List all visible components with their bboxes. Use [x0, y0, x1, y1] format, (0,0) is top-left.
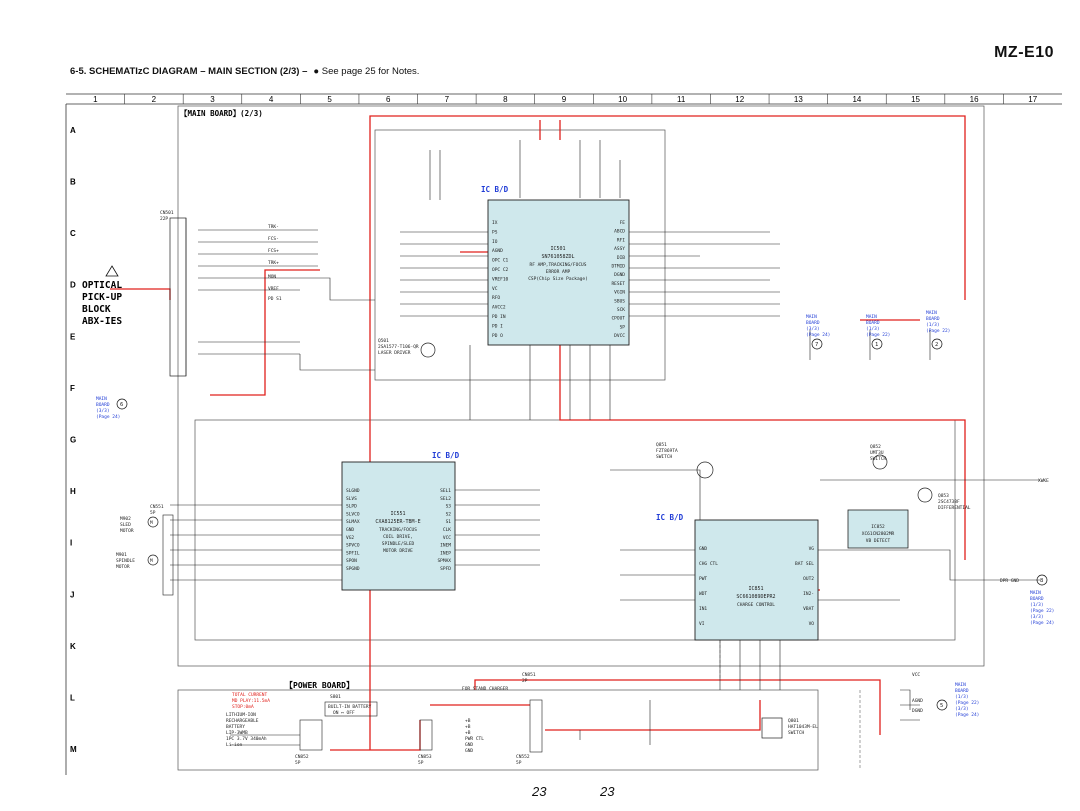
column-label-12: 12	[735, 95, 745, 104]
svg-text:(Page 22): (Page 22)	[955, 701, 980, 706]
page-ref-1[interactable]	[866, 314, 890, 349]
cn501-pins: 22P	[160, 217, 169, 222]
ic851-desc: CHARGE CONTROL	[737, 603, 775, 608]
ic851-right-pin-3: IN2-	[803, 592, 814, 597]
svg-text:MAIN: MAIN	[806, 315, 817, 320]
row-label-B: B	[70, 177, 76, 187]
row-label-K: K	[70, 641, 76, 651]
column-label-5: 5	[327, 95, 332, 104]
column-label-4: 4	[268, 95, 274, 104]
ic501-right-pin-11: CPOUT	[611, 316, 625, 322]
column-label-2: 2	[151, 95, 157, 104]
net-label-agnd: AGND	[912, 699, 923, 704]
ic851-left-pin-4: IN1	[699, 607, 708, 612]
ic551-ref: IC551	[390, 511, 406, 517]
diagram-title: 6-5. SCHEMATIzC DIAGRAM – MAIN SECTION (2/3) –	[70, 66, 308, 77]
svg-text:(1/3): (1/3)	[926, 323, 940, 328]
svg-text:(3/3): (3/3)	[1030, 615, 1044, 620]
ic501-left-pin-12: PD O	[492, 333, 503, 339]
cn552-label: CN552	[516, 755, 530, 760]
svg-text:MAIN: MAIN	[1030, 591, 1041, 596]
svg-text:Q853: Q853	[938, 494, 949, 499]
ic501-right-pin-13: DVCC	[614, 334, 625, 340]
svg-text:DIFFERENTIAL: DIFFERENTIAL	[938, 506, 971, 511]
ic551-right-pin-0: SEL1	[440, 489, 451, 494]
ic551-block-label: IC B/D	[432, 451, 460, 460]
ic551-left-pin-0: SLGND	[346, 489, 360, 494]
ic501-left-pin-4: OPC C1	[492, 258, 509, 264]
ic501-right-pin-7: RESET	[611, 281, 625, 287]
optical-line-4: ABX-IES	[82, 316, 123, 327]
svg-text:TOTAL CURRENT: TOTAL CURRENT	[232, 693, 268, 698]
row-label-A: A	[70, 125, 76, 135]
row-label-C: C	[70, 229, 76, 239]
row-label-J: J	[70, 590, 75, 600]
ic851-right-pin-2: OUT2	[803, 577, 814, 582]
cn852-connector	[300, 720, 322, 750]
net-label-xwke: XWKE	[1038, 479, 1049, 484]
main-board-outline	[178, 106, 984, 666]
ic551-desc-4: MOTOR DRIVE	[383, 549, 413, 554]
ic501-right-pin-4: DIB	[616, 255, 625, 261]
ic551-desc-3: SPINDLE/SLED	[381, 542, 415, 547]
ic551-left-pin-7: SPVCO	[346, 543, 360, 549]
ic852-desc: VB DETECT	[865, 539, 891, 544]
svg-text:M902: M902	[120, 517, 131, 522]
svg-text:MAIN: MAIN	[955, 683, 966, 688]
column-label-14: 14	[852, 95, 862, 104]
ic551-right-pin-6: VCC	[442, 535, 451, 541]
power-board-label: 【POWER BOARD】	[285, 681, 354, 690]
page-ref-6[interactable]	[96, 396, 127, 420]
svg-text:(Page 22): (Page 22)	[1030, 609, 1055, 614]
ic551-right-pin-5: CLK	[442, 528, 451, 533]
column-label-8: 8	[503, 95, 508, 104]
page-ref-7[interactable]	[806, 314, 830, 349]
svg-text:(Page 24): (Page 24)	[806, 333, 831, 338]
ic551-left-pin-4: SLMAX	[346, 520, 360, 526]
ic851-part: SC661089DEPR2	[736, 594, 776, 600]
svg-text:SWITCH: SWITCH	[656, 455, 673, 460]
svg-text:RECHARGEABLE: RECHARGEABLE	[226, 719, 259, 724]
ref-number-2: 2	[935, 342, 939, 348]
svg-text:+B: +B	[465, 731, 471, 736]
ic501-right-pin-9: SBUS	[614, 299, 625, 305]
row-label-L: L	[70, 693, 75, 703]
svg-text:LASER DRIVER: LASER DRIVER	[378, 351, 411, 356]
cn851-label: CN851	[522, 673, 536, 678]
column-label-3: 3	[210, 95, 215, 104]
ic551	[342, 462, 455, 590]
cn551-label: CN551	[150, 505, 164, 510]
main-board-label: 【MAIN BOARD】(2/3)	[180, 109, 263, 118]
svg-text:2P: 2P	[522, 679, 528, 684]
svg-text:2SC4738F: 2SC4738F	[938, 500, 960, 505]
column-label-9: 9	[561, 95, 567, 104]
svg-text:BOARD: BOARD	[806, 321, 820, 326]
signal-label-3: TRK+	[268, 261, 279, 266]
column-label-11: 11	[677, 95, 686, 104]
svg-text:PWR CTL: PWR CTL	[465, 737, 484, 742]
column-label-16: 16	[969, 95, 979, 104]
power-board-contents	[226, 672, 542, 766]
ic501-left-pin-3: AGND	[492, 249, 503, 255]
svg-text:HAT1043M-EL: HAT1043M-EL	[788, 725, 818, 730]
svg-text:MOTOR: MOTOR	[120, 529, 134, 534]
column-label-1: 1	[93, 95, 98, 104]
signal-label-1: FCS-	[268, 237, 279, 242]
ic551-right-pin-3: S2	[445, 512, 451, 518]
ic501-ref: IC501	[550, 246, 566, 252]
ic851-left-pin-0: GND	[699, 547, 708, 552]
svg-text:(Page 22): (Page 22)	[926, 329, 951, 334]
ic501-desc-1: RF AMP,TRACKING/FOCUS	[529, 263, 587, 268]
page-ref-5[interactable]	[937, 682, 979, 718]
svg-text:BOARD: BOARD	[1030, 597, 1044, 602]
svg-text:+B: +B	[465, 725, 471, 730]
column-label-10: 10	[618, 95, 628, 104]
ic501-left-pin-11: PD I	[492, 324, 503, 330]
optical-line-1: OPTICAL	[82, 280, 123, 291]
ic501-right-pin-8: VGIN	[614, 290, 625, 296]
svg-text:(1/3): (1/3)	[955, 695, 969, 700]
ref-number-5: 5	[940, 703, 944, 709]
ic501-left-pin-5: OPC C2	[492, 268, 509, 273]
svg-text:(3/3): (3/3)	[955, 707, 969, 712]
ic501-left-pin-1: PS	[492, 230, 498, 236]
ic501-desc-3: CSP(Chip Size Package)	[528, 277, 588, 282]
svg-text:Q852: Q852	[870, 445, 881, 450]
model-number: MZ-E10	[994, 44, 1054, 61]
ic501-left-pin-10: PD IN	[492, 315, 506, 320]
page-number-left: 23	[532, 784, 547, 799]
sled-motor-symbol: M	[150, 521, 153, 526]
page-ref-2[interactable]	[926, 310, 950, 349]
svg-text:+B: +B	[465, 719, 471, 724]
ic501-part: SN761058ZDL	[541, 254, 575, 260]
ic852	[848, 510, 908, 548]
svg-text:S801: S801	[330, 695, 341, 700]
ic501-right-pin-2: RFI	[616, 238, 625, 244]
ic501-left-pin-2: IO	[492, 239, 498, 245]
spindle-motor	[116, 552, 158, 570]
column-label-7: 7	[444, 95, 450, 104]
ref-number-8: 8	[1040, 578, 1044, 584]
svg-text:BOARD: BOARD	[866, 321, 880, 326]
svg-text:SWITCH: SWITCH	[788, 731, 805, 736]
svg-text:Q851: Q851	[656, 443, 667, 448]
ic852-part: XC61CN2802MR	[861, 532, 895, 537]
ic501-right-pin-10: SCK	[616, 308, 625, 313]
cn851-connector	[530, 700, 542, 752]
optical-line-3: BLOCK	[82, 304, 111, 315]
svg-text:5P: 5P	[516, 761, 522, 766]
cn551-pins: 5P	[150, 511, 156, 516]
row-label-I: I	[70, 538, 73, 548]
ic501-right-pin-5: DTMID	[611, 264, 625, 270]
ic501-left-pin-8: RFO	[492, 296, 501, 302]
ic851-left-pin-2: PWT	[699, 577, 708, 582]
cn852-label: CN852	[295, 755, 309, 760]
cn551-connector	[163, 515, 173, 595]
row-label-G: G	[70, 435, 77, 445]
ic852-ref: IC852	[871, 525, 885, 530]
row-label-F: F	[70, 383, 75, 393]
ic551-left-pin-8: SPFIL	[346, 551, 360, 557]
ic851-right-pin-1: BAT SEL	[795, 562, 814, 567]
warning-icon	[106, 266, 118, 276]
ic551-desc-1: TRACKING/FOCUS	[379, 528, 417, 533]
signal-label-6: PD S1	[268, 297, 282, 302]
svg-text:(1/3): (1/3)	[866, 327, 880, 332]
ic551-left-pin-10: SPGND	[346, 567, 360, 572]
row-label-E: E	[70, 332, 76, 342]
cn501-label: CN501	[160, 211, 174, 216]
column-label-15: 15	[911, 95, 920, 104]
optical-line-2: PICK-UP	[82, 292, 123, 303]
svg-text:(Page 22): (Page 22)	[866, 333, 891, 338]
ic501-right-pin-6: DGND	[614, 273, 625, 279]
signal-label-4: MON	[268, 275, 277, 280]
ic851-left-pin-1: CHG CTL	[699, 562, 718, 567]
ic851-right-pin-5: VO	[808, 622, 814, 627]
svg-text:STOP:0mA: STOP:0mA	[232, 705, 254, 710]
svg-text:(3/3): (3/3)	[806, 327, 820, 332]
sled-motor	[120, 516, 158, 534]
svg-text:SPINDLE: SPINDLE	[116, 559, 135, 564]
row-label-D: D	[70, 280, 76, 290]
svg-text:MD PLAY:11.5mA: MD PLAY:11.5mA	[232, 699, 270, 704]
svg-text:ON ↔ OFF: ON ↔ OFF	[333, 711, 355, 716]
svg-text:LITHIUM-ION: LITHIUM-ION	[226, 713, 256, 718]
svg-text:(Page 24): (Page 24)	[96, 415, 121, 420]
ic551-right-pin-9: SPMAX	[437, 559, 451, 565]
svg-text:MAIN: MAIN	[866, 315, 877, 320]
svg-text:(Page 24): (Page 24)	[1030, 621, 1055, 626]
ref-number-1: 1	[875, 342, 879, 348]
ic551-left-pin-6: VG2	[346, 535, 355, 541]
ic501-left-pin-7: VC	[492, 286, 498, 292]
net-label-vcc: VCC	[912, 673, 921, 678]
svg-text:1PC 3.7V 340mAh: 1PC 3.7V 340mAh	[226, 737, 267, 742]
ic551-right-pin-1: SEL2	[440, 496, 451, 502]
ic501-left-pin-0: IX	[492, 221, 498, 226]
svg-text:Q801: Q801	[788, 719, 799, 724]
notes-reference: ● See page 25 for Notes.	[313, 66, 420, 77]
svg-text:BUILT-IN BATTERY: BUILT-IN BATTERY	[328, 705, 372, 710]
net-label-dgnd: DGND	[912, 709, 923, 714]
ic501-left-pin-9: AVCC2	[492, 305, 506, 311]
cn853-label: CN853	[418, 755, 432, 760]
ic851-left-pin-5: VI	[699, 622, 705, 627]
ic551-left-pin-9: SPON	[346, 559, 357, 565]
svg-text:Q501: Q501	[378, 339, 389, 344]
ref-number-6: 6	[120, 402, 124, 408]
svg-text:5P: 5P	[418, 761, 424, 766]
column-label-13: 13	[793, 95, 803, 104]
ic851	[695, 520, 818, 640]
svg-text:SLED: SLED	[120, 523, 131, 528]
row-label-M: M	[70, 745, 77, 755]
svg-text:5P: 5P	[295, 761, 301, 766]
ic551-right-pin-8: INEP	[440, 551, 451, 557]
ref-number-7: 7	[815, 342, 819, 348]
page-ref-8[interactable]	[1030, 575, 1054, 626]
ic851-ref: IC851	[748, 586, 764, 592]
svg-text:SWITCH: SWITCH	[870, 457, 887, 462]
ic851-right-pin-4: VBAT	[803, 607, 814, 612]
ic551-left-pin-1: SLVS	[346, 496, 357, 502]
svg-text:(3/3): (3/3)	[96, 409, 110, 414]
page-number-right: 23	[600, 784, 615, 799]
column-label-6: 6	[386, 95, 391, 104]
svg-text:BATTERY: BATTERY	[226, 725, 245, 730]
ic501	[488, 200, 629, 345]
ic551-right-pin-7: INEM	[440, 543, 451, 549]
row-label-H: H	[70, 487, 76, 497]
ic551-left-pin-2: SLPD	[346, 504, 357, 510]
svg-text:FZT869TA: FZT869TA	[656, 449, 678, 454]
svg-text:GND: GND	[465, 749, 474, 754]
ic551-right-pin-10: SPFD	[440, 567, 451, 572]
svg-text:Li-ion: Li-ion	[226, 743, 243, 748]
column-label-17: 17	[1028, 95, 1038, 104]
ic501-left-pin-6: VREF10	[492, 277, 509, 283]
ic501-desc-2: ERROR AMP	[545, 270, 571, 275]
ic551-part: CXA8125ER-TBM-E	[375, 519, 421, 525]
signal-label-5: VREF	[268, 287, 279, 292]
ic551-desc-2: COIL DRIVE,	[383, 535, 413, 540]
ic551-right-pin-2: S3	[445, 504, 451, 510]
svg-text:MAIN: MAIN	[96, 397, 107, 402]
svg-text:MAIN: MAIN	[926, 311, 937, 316]
svg-text:(Page 24): (Page 24)	[955, 713, 980, 718]
ic551-right-pin-4: S1	[445, 520, 451, 526]
row-labels	[70, 126, 77, 754]
svg-text:(1/3): (1/3)	[1030, 603, 1044, 608]
ic501-right-pin-1: ABCD	[614, 229, 625, 235]
ic851-right-pin-0: VG	[808, 547, 814, 552]
ic501-right-pin-3: ASSY	[614, 247, 625, 253]
column-labels	[93, 94, 1038, 104]
svg-text:GND: GND	[465, 743, 474, 748]
ic551-left-pin-5: GND	[346, 528, 355, 533]
ic851-left-pin-3: WDT	[699, 592, 708, 597]
signal-label-0: TRK-	[268, 225, 279, 230]
svg-text:FOR STAND CHARGER: FOR STAND CHARGER	[462, 687, 509, 692]
ic501-block-label: IC B/D	[481, 185, 509, 194]
ic551-left-pin-3: SLVCO	[346, 512, 360, 518]
svg-text:BOARD: BOARD	[96, 403, 110, 408]
ic501-right-pin-0: FE	[619, 221, 625, 226]
svg-text:M901: M901	[116, 553, 127, 558]
cn853-connector	[420, 720, 432, 750]
right-net-labels	[912, 478, 1049, 714]
svg-text:BOARD: BOARD	[955, 689, 969, 694]
svg-text:UMT3U: UMT3U	[870, 451, 884, 456]
svg-text:BOARD: BOARD	[926, 317, 940, 322]
svg-text:LIP-3WMB: LIP-3WMB	[226, 731, 248, 736]
svg-text:MOTOR: MOTOR	[116, 565, 130, 570]
signal-label-2: FCS+	[268, 249, 279, 254]
ic501-right-pin-12: SP	[619, 325, 625, 331]
ic851-block-label: IC B/D	[656, 513, 684, 522]
net-label-dpr-gnd: DPR GND	[1000, 579, 1019, 584]
svg-text:2SA1577-T106-QR: 2SA1577-T106-QR	[378, 345, 419, 350]
spindle-motor-symbol: M	[150, 559, 153, 564]
